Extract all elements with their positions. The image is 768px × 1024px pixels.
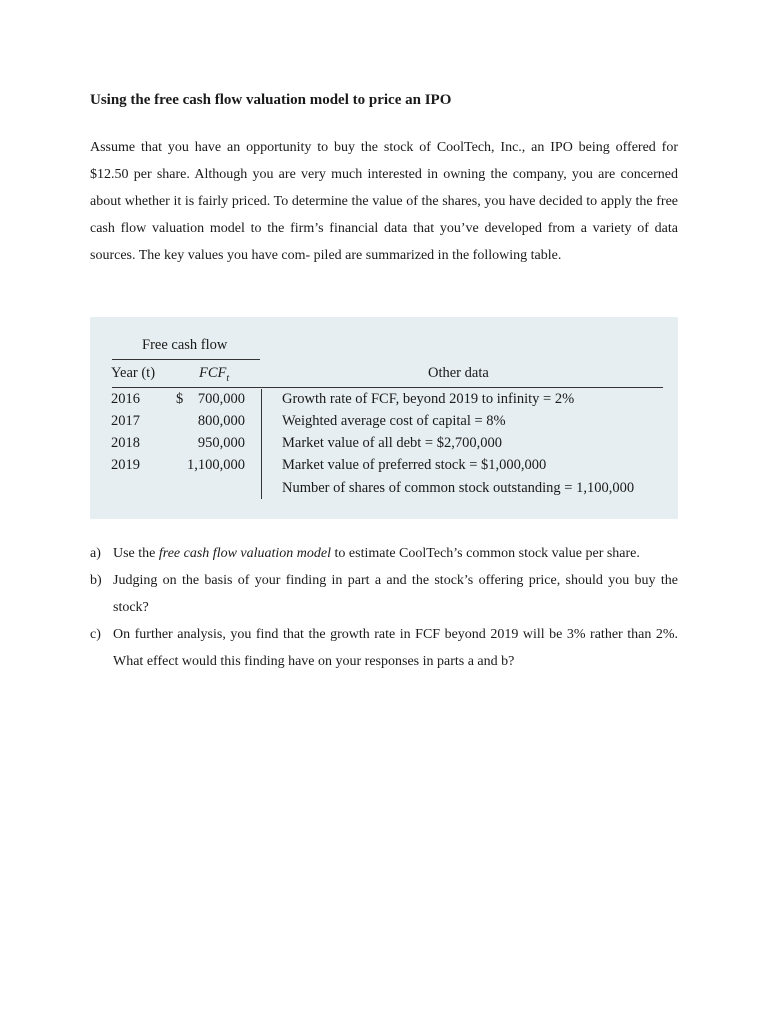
question-item xyxy=(90,540,678,567)
fcf-column-header: $FCF_t$ xyxy=(199,365,230,384)
header-rule-main xyxy=(112,387,663,388)
table-cell-year: 2017 xyxy=(111,413,140,429)
question-letter: c) xyxy=(90,627,101,642)
question-text: Use the free cash flow valuation model to estimate CoolTech’s common stock value per share. xyxy=(113,546,640,561)
table-cell-fcf: 800,000 xyxy=(197,413,245,429)
table-cell-fcf: 700,000 xyxy=(197,391,245,407)
table-cell-other-data: Weighted average cost of capital = 8% xyxy=(282,413,506,429)
question-list xyxy=(90,540,678,675)
free-cash-flow-header: Free cash flow xyxy=(142,337,228,353)
page-title: Using the free cash flow valuation model to price an IPO xyxy=(90,92,452,108)
question-item xyxy=(90,621,678,675)
column-divider xyxy=(261,389,262,499)
question-letter: b) xyxy=(90,573,102,588)
table-cell-year: 2019 xyxy=(111,457,140,473)
table-cell-fcf: 950,000 xyxy=(197,435,245,451)
table-cell-fcf: 1,100,000 xyxy=(187,457,245,473)
intro-paragraph: Assume that you have an opportunity to buy the stock of CoolTech, Inc., an IPO being offered for $12.50 per share. Although you are very much interested in owning the company, you are concerned about whether it is fairly priced. To determine the value of the shares, you have decided to apply the free cash flow valuation model to the firm’s financial data that you’ve developed from a variety of data sources. The key values you have com- piled are summarized in the following table. xyxy=(90,140,678,263)
other-data-column-header: Other data xyxy=(428,365,489,381)
table-cell-other-data: Number of shares of common stock outstanding = 1,100,000 xyxy=(282,480,635,496)
table-cell-other-data: Market value of preferred stock = $1,000,000 xyxy=(282,457,547,473)
table-cell-other-data: Growth rate of FCF, beyond 2019 to infinity = 2% xyxy=(282,391,575,407)
question-item xyxy=(90,567,678,621)
question-text: On further analysis, you find that the growth rate in FCF beyond 2019 will be 3% rather than 2%. What effect would this finding have on your responses in parts a and b? xyxy=(113,627,678,669)
table-cell-dollar-sign: $ xyxy=(176,391,184,407)
table-cell-other-data: Market value of all debt = $2,700,000 xyxy=(282,435,502,451)
table-cell-year: 2016 xyxy=(111,391,140,407)
emphasis-text: free cash flow valuation model xyxy=(158,546,332,561)
header-rule-fcf xyxy=(112,359,260,360)
question-text: Judging on the basis of your finding in part a and the stock’s offering price, should you buy the stock? xyxy=(113,573,678,615)
data-table xyxy=(90,317,678,519)
year-column-header: Year (t) xyxy=(111,365,156,381)
question-letter: a) xyxy=(90,546,101,561)
table-cell-year: 2018 xyxy=(111,435,140,451)
